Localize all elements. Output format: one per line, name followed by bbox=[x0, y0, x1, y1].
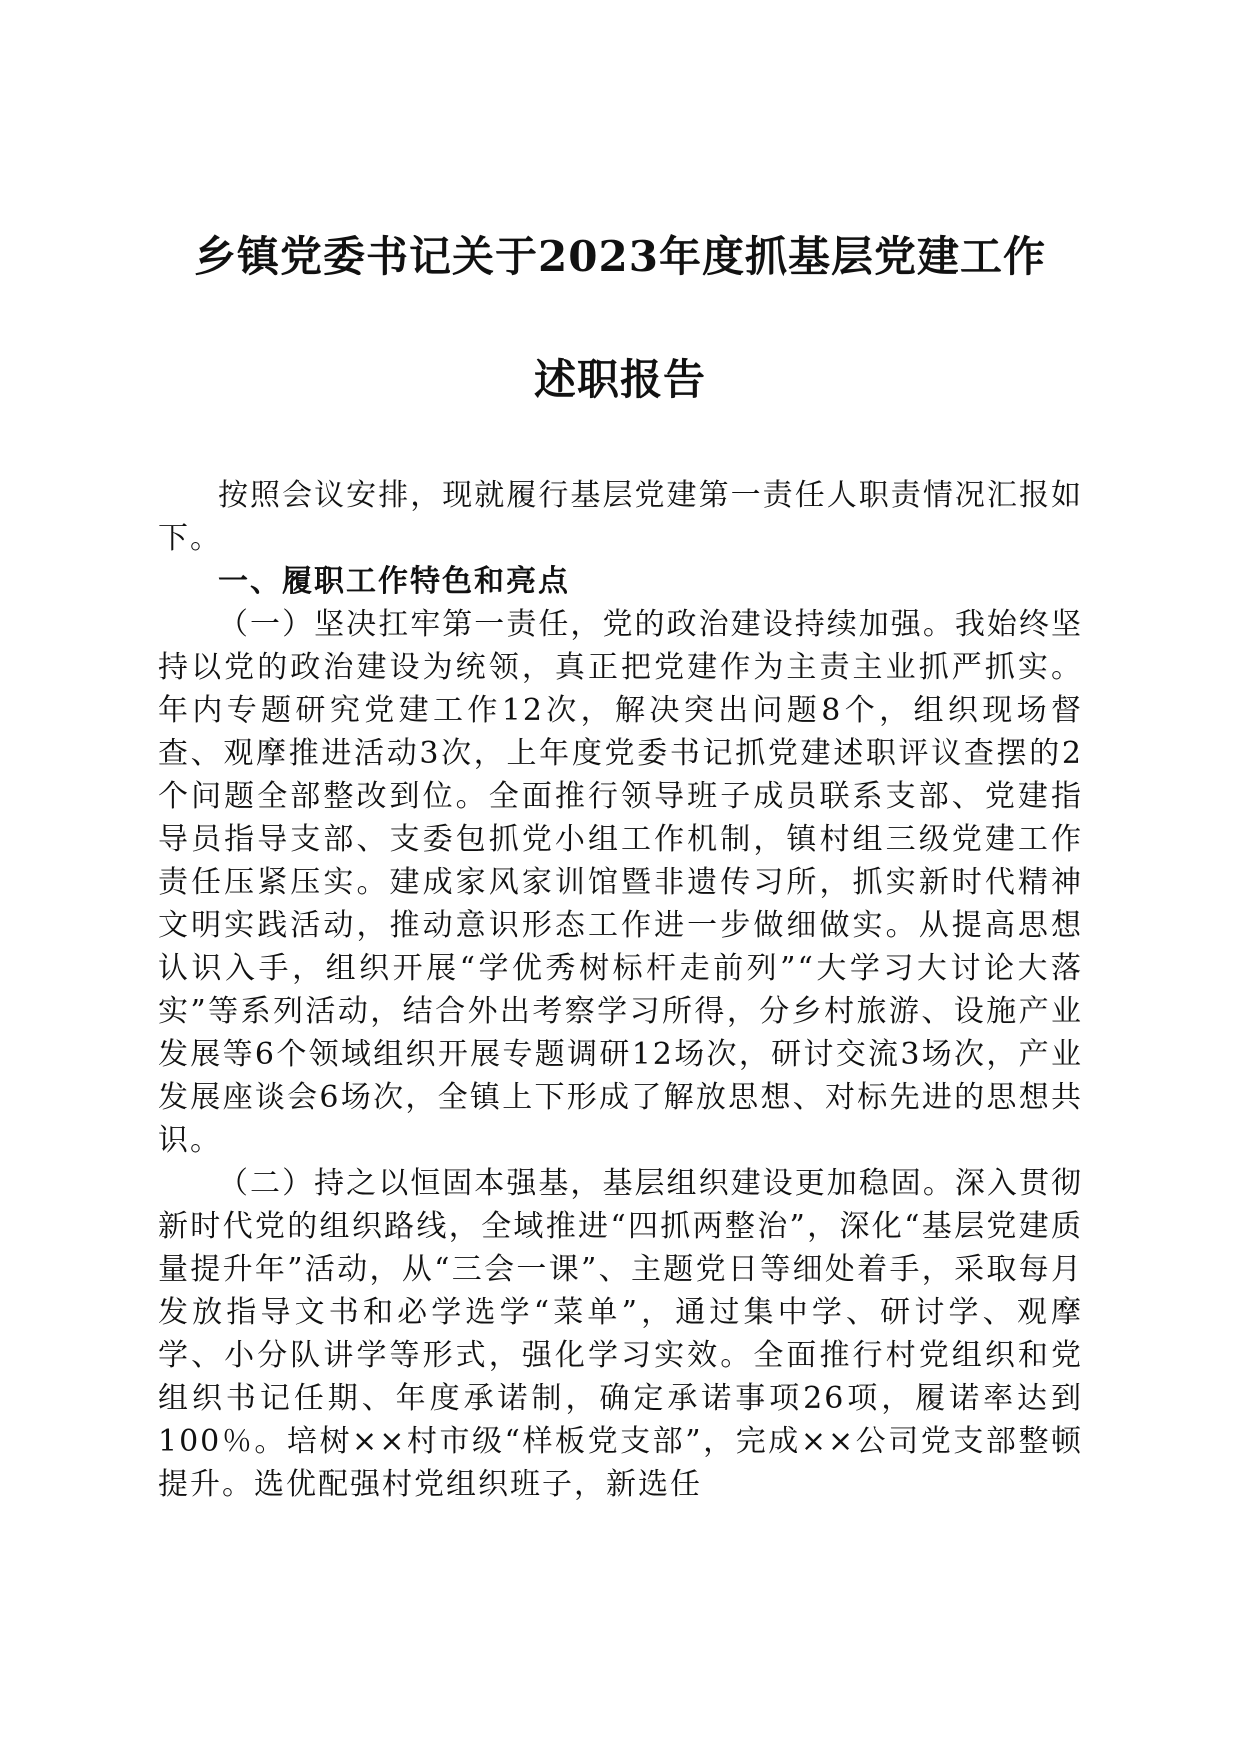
intro-paragraph: 按照会议安排，现就履行基层党建第一责任人职责情况汇报如下。 bbox=[158, 478, 1083, 556]
body-paragraph: （二）持之以恒固本强基，基层组织建设更加稳固。深入贯彻新时代党的组织路线，全域推进“四抓两整治”，深化“基层党建质量提升年”活动，从“三会一课”、主题党日等细处着手，采取每月发放指导文书和必学选学“菜单”，通过集中学、研讨学、观摩学、小分队讲学等形式，强化学习实效。全面推行村党组织和党组织书记任期、年度承诺制，确定承诺事项26项，履诺率达到100％。培树××村市级“样板党支部”，完成××公司党支部整顿提升。选优配强村党组织班子，新选任 bbox=[158, 1166, 1083, 1502]
document-body bbox=[158, 474, 1083, 1506]
section-heading: 一、履职工作特色和亮点 bbox=[218, 564, 570, 599]
document-title-line-1: 乡镇党委书记关于2023年度抓基层党建工作 bbox=[194, 232, 1046, 281]
body-paragraph: （一）坚决扛牢第一责任，党的政治建设持续加强。我始终坚持以党的政治建设为统领，真正把党建作为主责主业抓严抓实。年内专题研究党建工作12次，解决突出问题8个，组织现场督查、观摩推进活动3次，上年度党委书记抓党建述职评议查摆的2个问题全部整改到位。全面推行领导班子成员联系支部、党建指导员指导支部、支委包抓党小组工作机制，镇村组三级党建工作责任压紧压实。建成家风家训馆暨非遗传习所，抓实新时代精神文明实践活动，推动意识形态工作进一步做细做实。从提高思想认识入手，组织开展“学优秀树标杆走前列”“大学习大讨论大落实”等系列活动，结合外出考察学习所得，分乡村旅游、设施产业发展等6个领域组织开展专题调研12场次，研讨交流3场次，产业发展座谈会6场次，全镇上下形成了解放思想、对标先进的思想共识。 bbox=[158, 607, 1083, 1158]
document-title-line-2: 述职报告 bbox=[533, 355, 706, 404]
